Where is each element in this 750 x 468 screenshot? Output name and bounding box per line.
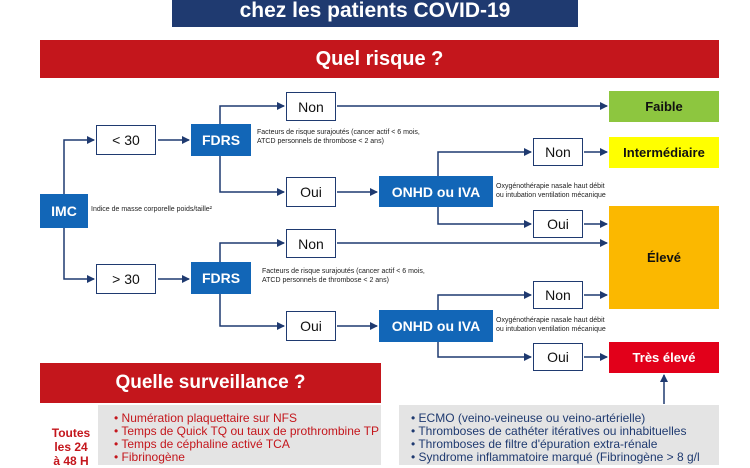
arrow-onhd1-oui (438, 207, 531, 224)
answer-non-1: Non (286, 92, 336, 121)
surveillance-right-panel (399, 405, 719, 465)
fdrs-box-top: FDRS (191, 124, 251, 156)
risk-eleve: Élevé (609, 206, 719, 309)
surveillance-left-panel (98, 405, 381, 465)
answer-oui-4: Oui (533, 343, 583, 371)
arrow-onhd1-non (438, 152, 531, 176)
section-risk-title: Quel risque ? (40, 40, 719, 78)
section-surveillance-title: Quelle surveillance ? (40, 363, 381, 403)
arrow-fdrs2-oui (220, 294, 284, 326)
onhd-note-bottom (496, 316, 626, 334)
timing-line2: les 24 (54, 440, 88, 454)
risk-intermediaire: Intermédiaire (609, 137, 719, 168)
fdrs-box-bottom: FDRS (191, 262, 251, 294)
branch-lt30: < 30 (96, 125, 156, 155)
fdrs-note-top-line2: ATCD personnels de thrombose < 2 ans) (257, 138, 384, 145)
answer-oui-3: Oui (286, 311, 336, 341)
arrow-fdrs2-non (220, 243, 284, 262)
onhd-note-top (496, 182, 626, 200)
arrow-fdrs1-oui (220, 156, 284, 192)
list-item: • Numération plaquettaire sur NFS (114, 411, 297, 425)
arrow-imc-gt30 (64, 228, 94, 279)
onhd-box-top: ONHD ou IVA (379, 176, 493, 207)
arrow-imc-lt30 (64, 140, 94, 194)
timing-line3: à 48 H (53, 454, 89, 468)
list-item: • ECMO (veino-veineuse ou veino-artérielle) (411, 411, 646, 425)
onhd-note-bottom-line2: ou intubation ventilation mécanique (496, 326, 606, 333)
list-item: • Syndrome inflammatoire marqué (Fibrinogène > 8 g/l (411, 450, 700, 464)
fdrs-note-bottom-line1: Facteurs de risque surajoutés (cancer actif < 6 mois, (262, 268, 425, 275)
answer-non-4: Non (533, 281, 583, 309)
answer-oui-2: Oui (533, 210, 583, 238)
risk-faible: Faible (609, 91, 719, 122)
onhd-note-top-line1: Oxygénothérapie nasale haut débit (496, 183, 605, 190)
page-title: chez les patients COVID-19 (172, 0, 578, 27)
fdrs-note-bottom-line2: ATCD personnels de thrombose < 2 ans) (262, 277, 389, 284)
answer-oui-1: Oui (286, 177, 336, 207)
onhd-note-bottom-line1: Oxygénothérapie nasale haut débit (496, 317, 605, 324)
list-item: • Temps de Quick TQ ou taux de prothrombine TP (114, 424, 380, 438)
imc-note: Indice de masse corporelle poids/taille² (91, 206, 213, 213)
answer-non-2: Non (533, 138, 583, 166)
onhd-note-top-line2: ou intubation ventilation mécanique (496, 192, 606, 199)
list-item: • Thromboses de cathéter itératives ou inhabituelles (411, 424, 687, 438)
fdrs-note-top-line1: Facteurs de risque surajoutés (cancer actif < 6 mois, (257, 129, 420, 136)
list-item: • Temps de céphaline activé TCA (114, 437, 290, 451)
answer-non-3: Non (286, 229, 336, 258)
arrow-onhd2-oui (438, 342, 531, 357)
list-item: • Thromboses de filtre d'épuration extra-rénale (411, 437, 658, 451)
list-item: • Fibrinogène (114, 450, 185, 464)
arrow-fdrs1-non (220, 106, 284, 124)
fdrs-note-bottom (262, 267, 462, 285)
surveillance-timing (44, 426, 98, 468)
fdrs-note-top (257, 128, 457, 146)
arrow-onhd2-non (438, 295, 531, 310)
onhd-box-bottom: ONHD ou IVA (379, 310, 493, 342)
risk-tres-eleve: Très élevé (609, 342, 719, 373)
branch-gt30: > 30 (96, 264, 156, 294)
imc-box: IMC (40, 194, 88, 228)
timing-line1: Toutes (51, 426, 91, 440)
